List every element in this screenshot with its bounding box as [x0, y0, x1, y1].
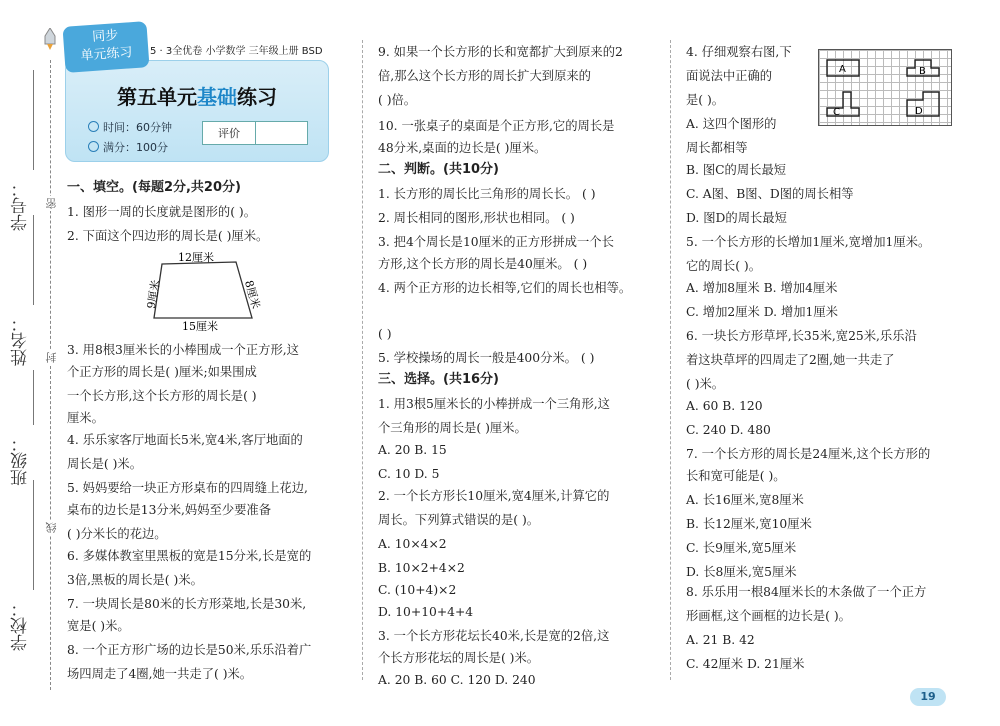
question-line: 面说法中正确的: [686, 69, 773, 83]
question-line: 个正方形的周长是( )厘米;如果围成: [67, 365, 257, 379]
figure-label-left: 9厘米: [144, 278, 163, 310]
question-line: 桌布的边长是13分米,妈妈至少要准备: [67, 503, 272, 517]
dotted-fold-line: [50, 60, 51, 690]
question-line: 2. 周长相同的图形,形状也相同。 ( ): [378, 211, 575, 225]
question-line: 个长方形花坛的周长是( )米。: [378, 651, 540, 665]
question-line: ( )倍。: [378, 93, 417, 107]
question-line: C. 42厘米 D. 21厘米: [686, 657, 805, 671]
section-heading: 三、选择。(共16分): [378, 372, 499, 387]
series-label: 5 · 3全优卷 小学数学 三年级上册 BSD: [150, 46, 323, 57]
question-line: 周长。下列算式错误的是( )。: [378, 513, 540, 527]
question-line: 厘米。: [67, 411, 104, 425]
evaluation-box: [202, 121, 308, 145]
question-line: 7. 一个长方形的周长是24厘米,这个长方形的: [686, 447, 931, 461]
school-field[interactable]: [33, 480, 34, 590]
question-line: ( ): [378, 327, 392, 341]
question-line: D. 长8厘米,宽5厘米: [686, 565, 797, 579]
question-line: 是( )。: [686, 93, 725, 107]
class-field[interactable]: [33, 370, 34, 425]
question-line: 宽是( )米。: [67, 619, 130, 633]
page-number: 19: [910, 688, 946, 706]
question-line: C. 240 D. 480: [686, 423, 771, 437]
figure-label-top: 12厘米: [178, 252, 214, 264]
clock-icon: [88, 121, 99, 132]
question-line: A. 20 B. 15: [378, 443, 447, 457]
question-line: 1. 用3根5厘米长的小棒拼成一个三角形,这: [378, 397, 610, 411]
question-line: 3. 用8根3厘米长的小棒围成一个正方形,这: [67, 343, 299, 357]
question-line: B. 图C的周长最短: [686, 163, 787, 177]
name-label: 姓名：: [11, 315, 31, 366]
question-line: 周长都相等: [686, 141, 748, 155]
seal-mark-xian: 线: [45, 522, 58, 533]
question-line: D. 图D的周长最短: [686, 211, 787, 225]
question-line: 它的周长( )。: [686, 259, 761, 273]
binding-margin: [0, 0, 60, 726]
grid-label-c: C: [833, 107, 840, 118]
figure-label-right: 8厘米: [241, 278, 263, 311]
page-title: 第五单元基础练习: [117, 85, 277, 109]
question-line: 2. 下面这个四边形的周长是( )厘米。: [67, 229, 269, 243]
question-line: 5. 一个长方形的长增加1厘米,宽增加1厘米。: [686, 235, 931, 249]
question-line: 48分米,桌面的边长是( )厘米。: [378, 141, 547, 155]
question-line: 1. 长方形的周长比三角形的周长长。 ( ): [378, 187, 596, 201]
question-line: 个三角形的周长是( )厘米。: [378, 421, 527, 435]
question-line: 3倍,黑板的周长是( )米。: [67, 573, 203, 587]
question-line: A. 这四个图形的: [686, 117, 777, 131]
seal-mark-mi: 密: [45, 198, 58, 209]
question-line: A. 长16厘米,宽8厘米: [686, 493, 804, 507]
question-line: B. 10×2+4×2: [378, 561, 465, 575]
question-line: 长和宽可能是( )。: [686, 469, 786, 483]
question-line: 着这块草坪的四周走了2圈,她一共走了: [686, 353, 895, 367]
question-line: A. 增加8厘米 B. 增加4厘米: [686, 281, 838, 295]
grid-shapes-figure: [818, 49, 952, 126]
question-line: A. 21 B. 42: [686, 633, 755, 647]
question-line: C. 10 D. 5: [378, 467, 440, 481]
name-field[interactable]: [33, 215, 34, 305]
question-line: 一个长方形,这个长方形的周长是( ): [67, 389, 257, 403]
score-info: 满分：100分: [88, 139, 168, 155]
time-info: 时间：60分钟: [88, 119, 172, 135]
question-line: 9. 如果一个长方形的长和宽都扩大到原来的2: [378, 45, 623, 59]
check-icon: [88, 141, 99, 152]
column-divider: [670, 40, 671, 680]
question-line: 4. 仔细观察右图,下: [686, 45, 792, 59]
question-line: 1. 图形一周的长度就是图形的( )。: [67, 205, 257, 219]
grid-label-d: D: [915, 106, 923, 117]
question-line: D. 10+10+4+4: [378, 605, 474, 619]
question-line: 6. 多媒体教室里黑板的宽是15分米,长是宽的: [67, 549, 312, 563]
seal-mark-feng: 封: [45, 352, 58, 363]
grid-label-b: B: [919, 66, 926, 77]
rocket-icon: [44, 28, 56, 50]
question-line: 4. 两个正方形的边长相等,它们的周长也相等。: [378, 281, 632, 295]
question-line: A. 60 B. 120: [686, 399, 763, 413]
question-line: C. 增加2厘米 D. 增加1厘米: [686, 305, 838, 319]
question-line: 8. 乐乐用一根84厘米长的木条做了一个正方: [686, 585, 927, 599]
question-line: 8. 一个正方形广场的边长是50米,乐乐沿着广: [67, 643, 312, 657]
question-line: 6. 一块长方形草坪,长35米,宽25米,乐乐沿: [686, 329, 917, 343]
column-divider: [362, 40, 363, 680]
evaluation-field[interactable]: [256, 122, 307, 144]
question-line: 形画框,这个画框的边长是( )。: [686, 609, 851, 623]
header-card: [65, 60, 329, 162]
grid-label-a: A: [839, 64, 846, 75]
figure-label-bottom: 15厘米: [182, 320, 218, 332]
question-line: ( )米。: [686, 377, 725, 391]
sync-practice-badge: 同步 单元练习: [62, 21, 149, 73]
question-line: C. (10+4)×2: [378, 583, 457, 597]
question-line: 倍,那么这个长方形的周长扩大到原来的: [378, 69, 591, 83]
section-heading: 一、填空。(每题2分,共20分): [67, 180, 241, 195]
school-label: 学校：: [11, 600, 31, 651]
quadrilateral-figure: [140, 252, 270, 332]
question-line: 场四周走了4圈,她一共走了( )米。: [67, 667, 253, 681]
question-line: 10. 一张桌子的桌面是个正方形,它的周长是: [378, 119, 615, 133]
question-line: 2. 一个长方形长10厘米,宽4厘米,计算它的: [378, 489, 610, 503]
question-line: 7. 一块周长是80米的长方形菜地,长是30米,: [67, 597, 307, 611]
question-line: A. 20 B. 60 C. 120 D. 240: [378, 673, 536, 687]
question-line: C. A图、B图、D图的周长相等: [686, 187, 854, 201]
section-heading: 二、判断。(共10分): [378, 162, 499, 177]
question-line: 4. 乐乐家客厅地面长5米,宽4米,客厅地面的: [67, 433, 303, 447]
question-line: 3. 把4个周长是10厘米的正方形拼成一个长: [378, 235, 614, 249]
question-line: B. 长12厘米,宽10厘米: [686, 517, 812, 531]
question-line: 3. 一个长方形花坛长40米,长是宽的2倍,这: [378, 629, 610, 643]
question-line: 5. 妈妈要给一块正方形桌布的四周缝上花边,: [67, 481, 308, 495]
question-line: 方形,这个长方形的周长是40厘米。 ( ): [378, 257, 588, 271]
student-number-label: 学号：: [11, 180, 31, 231]
question-line: ( )分米长的花边。: [67, 527, 167, 541]
question-line: 周长是( )米。: [67, 457, 142, 471]
question-line: C. 长9厘米,宽5厘米: [686, 541, 797, 555]
question-line: 5. 学校操场的周长一般是400分米。 ( ): [378, 351, 595, 365]
question-line: A. 10×4×2: [378, 537, 447, 551]
evaluation-label: 评价: [203, 122, 256, 144]
class-label: 班级：: [11, 435, 31, 486]
student-number-field[interactable]: [33, 70, 34, 170]
